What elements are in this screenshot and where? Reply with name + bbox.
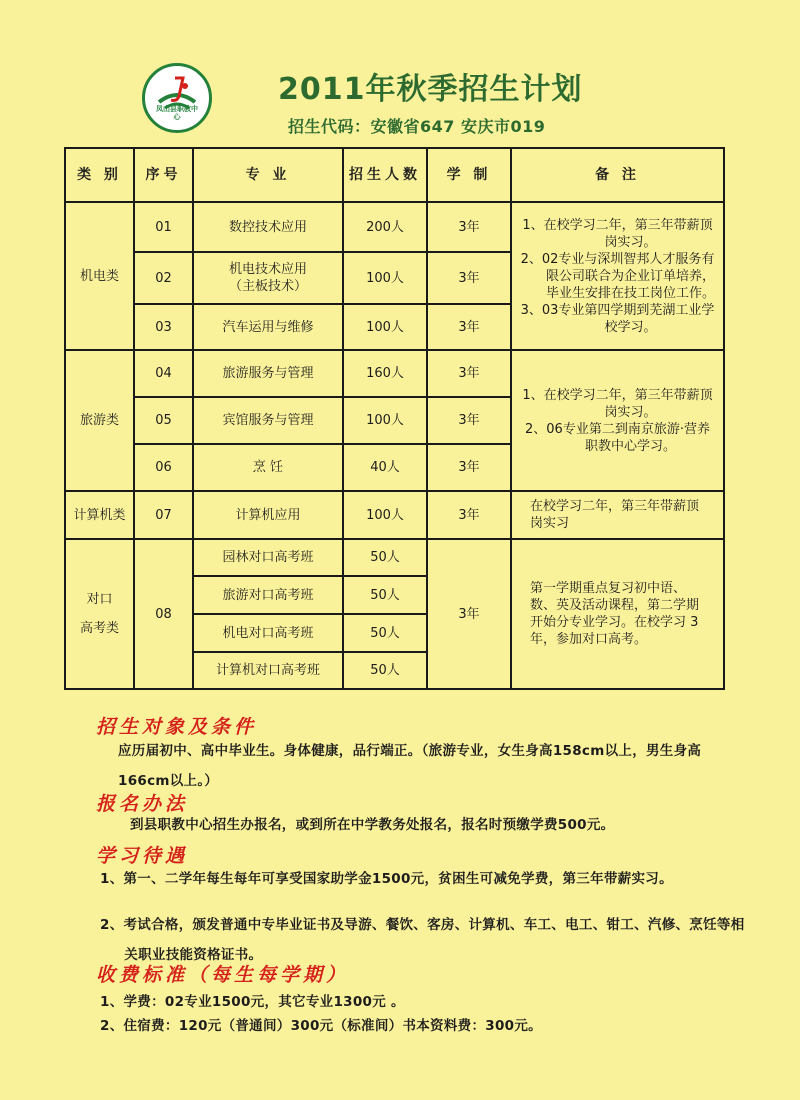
section-text-benefit-2: 2、考试合格，颁发普通中专毕业证书及导游、餐饮、客房、计算机、车工、电工、钳工、汽修、烹饪等相关职业技能资格证书。 [100,917,745,963]
section-title-objects: 招生对象及条件 [96,716,258,738]
row-duration: 3年 [427,304,511,350]
row-count: 100人 [343,491,427,539]
row-number: 08 [134,539,193,689]
header-number: 序号 [134,148,193,202]
header-count: 招生人数 [343,148,427,202]
row-major-cell [193,252,343,304]
category-jidian: 机电类 [65,202,134,350]
table-row [65,491,724,539]
row-count: 50人 [343,576,427,614]
table-row [65,202,724,252]
section-title-fee: 收费标准（每生每学期） [96,964,350,986]
row-number: 01 [134,202,193,252]
row-count: 50人 [343,614,427,652]
category-duikou-line1: 对口 [86,592,113,607]
table-header-row [65,148,724,202]
row-major: 机电技术应用 [228,262,307,277]
header-remarks: 备 注 [511,148,724,202]
section-text-objects: 应历届初中、高中毕业生。身体健康，品行端正。（旅游专业，女生身高158cm以上，男生身高166cm以上。） [118,743,702,789]
header-duration: 学 制 [427,148,511,202]
enrollment-code: 招生代码：安徽省647 安庆市019 [288,117,546,136]
row-major: 机电对口高考班 [193,614,343,652]
row-major: 计算机对口高考班 [193,652,343,689]
page-title: 2011年秋季招生计划 [278,72,583,107]
row-count: 100人 [343,304,427,350]
category-duikou-line2: 高考类 [79,621,119,636]
section-title-benefit: 学习待遇 [96,845,189,867]
row-major: 旅游对口高考班 [193,576,343,614]
section-text-fee-1: 1、学费：02专业1500元，其它专业1300元 。 [100,994,405,1010]
row-major: 烹 饪 [193,444,343,491]
row-major: 旅游服务与管理 [193,350,343,397]
row-number: 03 [134,304,193,350]
row-count: 50人 [343,539,427,576]
row-count: 50人 [343,652,427,689]
row-number: 07 [134,491,193,539]
remarks-duikou: 第一学期重点复习初中语、数、英及活动课程，第二学期开始分专业学习。在校学习 3 年，参加对口高考。 [511,539,724,689]
category-duikou [65,539,134,689]
category-lvyou: 旅游类 [65,350,134,491]
row-duration: 3年 [427,350,511,397]
row-duration: 3年 [427,444,511,491]
row-duration: 3年 [427,252,511,304]
enrollment-plan-table [64,147,725,690]
logo-text: 凤山县职教中心 [156,105,198,121]
header-major: 专 业 [193,148,343,202]
row-duration: 3年 [427,491,511,539]
row-count: 100人 [343,252,427,304]
row-major: 宾馆服务与管理 [193,397,343,444]
row-major: 汽车运用与维修 [193,304,343,350]
remark-line: 3、03专业第四学期到芜湖工业学校学习。 [520,302,715,335]
remarks-jidian [511,202,724,350]
section-text-fee-2: 2、住宿费：120元（普通间）300元（标准间）书本资料费：300元。 [100,1018,542,1034]
section-text-benefit-1: 1、第一、二学年每生每年可享受国家助学金1500元，贫困生可减免学费，第三年带薪实习。 [100,871,673,887]
row-count: 160人 [343,350,427,397]
row-number: 04 [134,350,193,397]
remark-line: 1、在校学习二年，第三年带薪顶岗实习。 [522,217,713,250]
section-title-signup: 报名办法 [96,793,189,815]
remark-line: 2、06专业第二到南京旅游·营养职教中心学习。 [525,421,710,454]
table-row [65,350,724,397]
row-major: 园林对口高考班 [193,539,343,576]
row-major: 数控技术应用 [193,202,343,252]
remarks-lvyou [511,350,724,491]
row-count: 200人 [343,202,427,252]
row-duration: 3年 [427,397,511,444]
row-number: 06 [134,444,193,491]
row-duration: 3年 [427,539,511,689]
section-text-signup: 到县职教中心招生办报名，或到所在中学教务处报名，报名时预缴学费500元。 [130,817,615,833]
remark-line: 2、02专业与深圳智邦人才服务有限公司联合为企业订单培养，毕业生安排在技工岗位工作。 [520,251,716,301]
row-number: 02 [134,252,193,304]
category-jisuanji: 计算机类 [65,491,134,539]
row-count: 100人 [343,397,427,444]
row-major: 计算机应用 [193,491,343,539]
remarks-jisuanji: 在校学习二年，第三年带薪顶岗实习 [511,491,724,539]
row-major-sub: （主板技术） [228,279,307,294]
school-logo [142,63,212,133]
row-count: 40人 [343,444,427,491]
header-category: 类 别 [65,148,134,202]
remark-line: 1、在校学习二年，第三年带薪顶岗实习。 [522,387,713,420]
row-duration: 3年 [427,202,511,252]
row-number: 05 [134,397,193,444]
table-row [65,539,724,576]
